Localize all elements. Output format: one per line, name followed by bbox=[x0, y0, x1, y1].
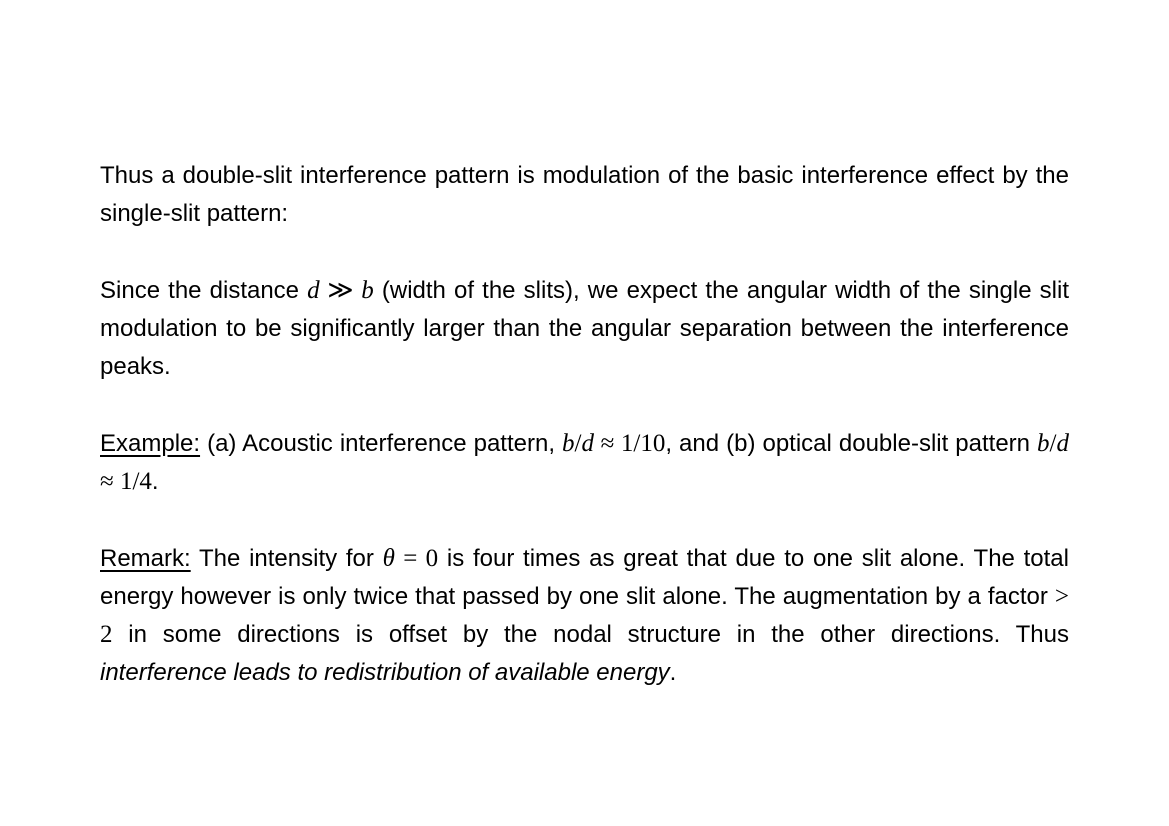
remark-label: Remark: bbox=[100, 545, 191, 572]
math-var-b: b bbox=[361, 277, 374, 304]
example-text-1: (a) Acoustic interference pattern, bbox=[200, 430, 563, 457]
remark-text-1: The intensity for bbox=[190, 545, 383, 572]
math-var-d: d bbox=[581, 430, 594, 457]
math-var-b: b bbox=[562, 430, 575, 457]
remark-text-2: is four times as great that due to one slit alone. The total energy however is only twice that passed by one slit alone. The augmentation by a factor bbox=[100, 545, 1069, 610]
paragraph-text: Thus a double-slit interference pattern is modulation of the basic interference effect by the single-slit pattern: bbox=[100, 162, 1069, 227]
paragraph-double-slit-modulation bbox=[100, 157, 1069, 233]
remark-emphasis: interference leads to redistribution of available energy bbox=[100, 659, 670, 686]
math-var-theta: θ bbox=[382, 545, 395, 572]
remark-text-3: in some directions is offset by the nodal structure in the other directions. Thus bbox=[112, 621, 1069, 648]
math-greater-than-two: > 2 bbox=[100, 583, 1069, 648]
paragraph-slit-distance bbox=[100, 272, 1069, 386]
text-before-math: Since the distance bbox=[100, 277, 308, 304]
math-approx-value: ≈ 1/10 bbox=[593, 430, 666, 457]
example-end: . bbox=[151, 468, 159, 495]
paragraph-remark bbox=[100, 540, 1069, 692]
text-after-math: (width of the slits), we expect the angular width of the single slit modulation to be significantly larger than the angular separation between the interference peaks. bbox=[100, 277, 1070, 380]
math-approx-value: ≈ 1/4 bbox=[100, 468, 152, 495]
slide-content bbox=[100, 157, 1069, 731]
math-d-much-greater-b bbox=[307, 277, 374, 304]
example-text-2: , and (b) optical double-slit pattern bbox=[665, 430, 1038, 457]
remark-end: . bbox=[669, 659, 677, 686]
example-label: Example: bbox=[100, 430, 201, 457]
math-ratio-acoustic bbox=[562, 430, 665, 457]
math-theta-equals-zero bbox=[383, 545, 439, 572]
math-slash: / bbox=[1049, 430, 1057, 457]
math-equals-zero: = 0 bbox=[394, 545, 439, 572]
math-much-greater-operator: ≫ bbox=[319, 277, 362, 304]
math-var-b: b bbox=[1037, 430, 1050, 457]
math-var-d: d bbox=[1056, 430, 1069, 457]
math-var-d: d bbox=[307, 277, 320, 304]
math-slash: / bbox=[574, 430, 582, 457]
paragraph-example bbox=[100, 425, 1069, 501]
